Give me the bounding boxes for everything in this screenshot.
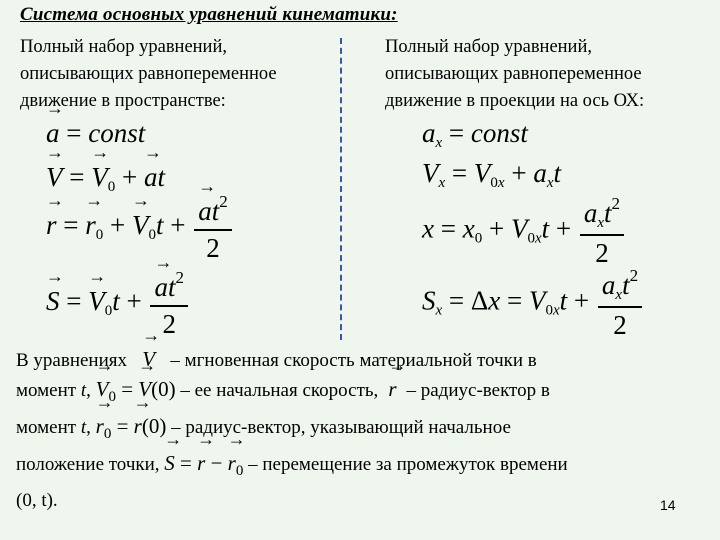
equation-radius-vector: → r = → $r_0$ + → $V_0t$ + → $\frac{at^2}{2}$ (46, 192, 234, 264)
equation-coordinate-projection: $x = x_0 + V_{0x}t$ + $\frac{a_xt^2}{2}$ (422, 194, 626, 269)
initial-radius-vector-symbol: → $r_0$ = → r(0) (96, 414, 167, 438)
page-number: 14 (660, 497, 676, 513)
initial-velocity-symbol: → $V_0$ = → V(0) (96, 377, 176, 401)
explanation-paragraph: В уравнениях → V – мгновенная скорость материальной точки в момент t, → $V_0$ = → V(0) – ее начальная скорость, → r – радиус-вектор в момент t, → $r_0$ = → r(0) – радиус-вектор, указывающий начальное положение точки, → S = → r − → $r_0$ – перемещение за промежуток времени (0, t). (16, 345, 706, 515)
radius-vector-symbol: → r (383, 377, 402, 401)
equation-acceleration-vector: → a = const (46, 118, 145, 149)
displacement-symbol: → S = → r − → $r_0$ (164, 451, 243, 475)
right-column-header: Полный набор уравнений, описывающих равнопеременное движение в проекции на ось ОХ: (385, 37, 645, 111)
equation-displacement-projection: $S_x = \Delta x = V_{0x}t$ + $\frac{a_xt^2}{2}$ (422, 266, 644, 341)
column-divider (340, 38, 342, 340)
left-column-header: Полный набор уравнений, описывающих равнопеременное движение в пространстве: (20, 37, 277, 111)
equation-displacement-vector: → S = → $V_0t$ + → $\frac{at^2}{2}$ (46, 268, 190, 340)
slide-title: Система основных уравнений кинематики: (20, 4, 398, 25)
equation-velocity-projection: $V_x = V_{0x} + a_xt$ (422, 158, 561, 191)
equation-velocity-vector: → V = → $V_0$ + → at (46, 162, 165, 196)
velocity-symbol: → V (132, 347, 166, 371)
equation-acceleration-projection: $a_x$ = const (422, 118, 528, 151)
